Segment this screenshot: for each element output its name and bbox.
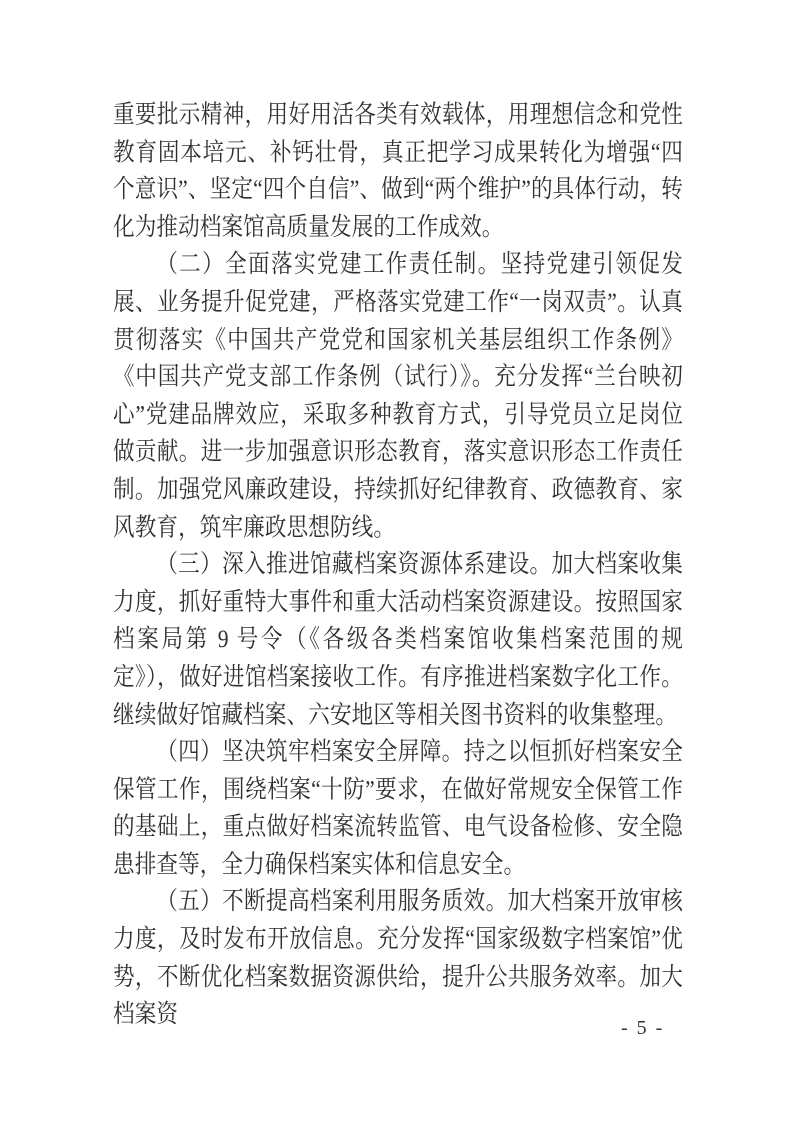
body-paragraph-item-3: （三）深入推进馆藏档案资源体系建设。加大档案收集力度，抓好重特大事件和重大活动档案资源建设。按照国家档案局第 9 号令（《各级各类档案馆收集档案范围的规定》），做好进馆档案接收工作。有序推进档案数字化工作。继续做好馆藏档案、六安地区等相关图书资料的收集整理。 <box>113 550 683 728</box>
body-paragraph-continuation: 重要批示精神，用好用活各类有效载体，用理想信念和党性教育固本培元、补钙壮骨，真正把学习成果转化为增强“四个意识”、坚定“四个自信”、做到“两个维护”的具体行动，转化为推动档案馆高质量发展的工作成效。 <box>113 100 683 241</box>
page-number: - 5 - <box>621 1017 665 1039</box>
body-paragraph-item-2: （二）全面落实党建工作责任制。坚持党建引领促发展、业务提升促党建，严格落实党建工作“一岗双责”。认真贯彻落实《中国共产党党和国家机关基层组织工作条例》《中国共产党支部工作条例（试行）》。充分发挥“兰台映初心”党建品牌效应，采取多种教育方式，引导党员立足岗位做贡献。进一步加强意识形态教育，落实意识形态工作责任制。加强党风廉政建设，持续抓好纪律教育、政德教育、家风教育，筑牢廉政思想防线。 <box>113 250 683 541</box>
body-paragraph-item-5: （五）不断提高档案利用服务质效。加大档案开放审核力度，及时发布开放信息。充分发挥“国家级数字档案馆”优势，不断优化档案数据资源供给，提升公共服务效率。加大档案资 <box>113 887 683 1028</box>
body-paragraph-item-4: （四）坚决筑牢档案安全屏障。持之以恒抓好档案安全保管工作，围绕档案“十防”要求，在做好常规安全保管工作的基础上，重点做好档案流转监管、电气设备检修、安全隐患排查等，全力确保档案实体和信息安全。 <box>113 737 683 878</box>
document-body <box>113 96 683 1033</box>
